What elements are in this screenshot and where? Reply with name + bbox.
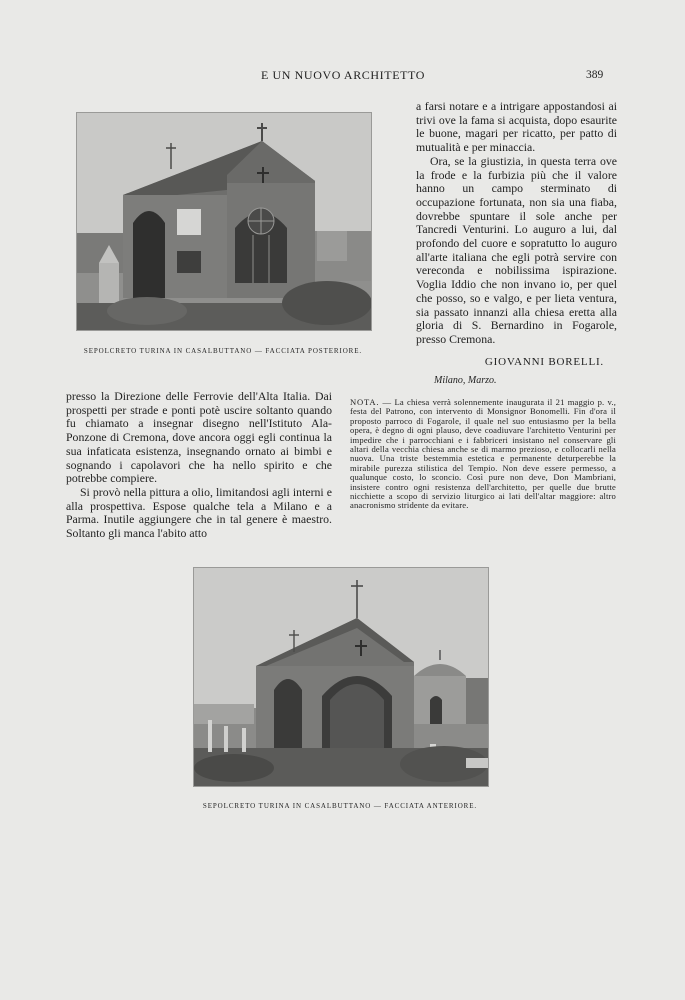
right-column bbox=[416, 100, 617, 347]
page-header bbox=[0, 68, 685, 86]
left-paragraph-1: presso la Direzione delle Ferrovie dell'Alta Italia. Dai prospetti per strade e ponti potè uscire soltanto quando fu chiamato a insegnar disegno nell'Istituto Ala-Ponzone di Cremona, dove ancora oggi egli continua la sua infaticata esistenza, insegnando ornato ai bimbi e sognando i capolavori che ha nello spirito e che potrebbe compiere. bbox=[66, 389, 332, 486]
right-paragraph-1: a farsi notare e a intrigare appostandosi ai trivi ove la fama si acquista, dopo esaurite le buone, magari per ricatto, per patto di mutualità e per minaccia. bbox=[416, 99, 617, 155]
footnote bbox=[350, 398, 616, 511]
left-column bbox=[66, 390, 332, 541]
page-number: 389 bbox=[586, 69, 604, 81]
right-paragraph-2: Ora, se la giustizia, in questa terra ove la frode e la furbizia più che il valore hanno un campo sterminato di occupazione fortunata, non sia una fiaba, dovrebbe spuntare il sole anche per Tancredi Venturini. Lo auguro a lui, dal profondo del cuore e sopratutto lo auguro all'arte italiana che egli potrà servire con vereconda e nobilissima ispirazione. Voglia Iddio che non invano io, per quel che posso, so e valgo, e per lieta ventura, sia passato innanzi alla chiesa eretta alla gloria di S. Bernardino in Fogarole, presso Cremona. bbox=[416, 153, 617, 346]
left-paragraph-2: Si provò nella pittura a olio, limitandosi agli interni e alla prospettiva. Espose qualche tela a Milano e a Parma. Inutile aggiungere che in tal genere è maestro. Soltanto gli manca l'abito atto bbox=[66, 484, 332, 541]
running-title: E UN NUOVO ARCHITETTO bbox=[261, 68, 426, 82]
footnote-text: — La chiesa verrà solennemente inaugurata il 21 maggio p. v., festa del Patrono, con intervento di Monsignor Bonomelli. Fin d'ora il proposto parroco di Fogarole, il quale nel suo entusiasmo per la bella opera, è degno di ogni plauso, deve coadiuvare l'architetto Venturini per impedire che i parrocchiani e i fabbriceri insistano nel conservare gli altari della vecchia chiesa anche se di marmo prezioso, e collocarli nella nuova. Una triste bestemmia estetica e permanente deturperebbe la mirabile purezza stilistica del Tempio. Non deve essere permesso, a qualunque costo, lo sconcio. Così pure non deve, Don Mambriani, insistere contro ogni resistenza dell'architetto, per quelle due brutte nicchiette a scopo di servizio liturgico ai lati dell'altar maggiore: altro anacronismo stridente da evitare. bbox=[350, 397, 616, 511]
author-signature: GIOVANNI BORELLI. bbox=[484, 356, 604, 368]
footnote-label: NOTA. bbox=[350, 397, 380, 407]
photo-rear-facade bbox=[76, 112, 372, 331]
caption-rear-facade: SEPOLCRETO TURINA IN CASALBUTTANO — FACCIATA POSTERIORE. bbox=[83, 347, 363, 355]
photo-front-facade bbox=[193, 567, 489, 787]
caption-front-facade: SEPOLCRETO TURINA IN CASALBUTTANO — FACCIATA ANTERIORE. bbox=[202, 802, 478, 810]
place-date: Milano, Marzo. bbox=[434, 375, 497, 386]
